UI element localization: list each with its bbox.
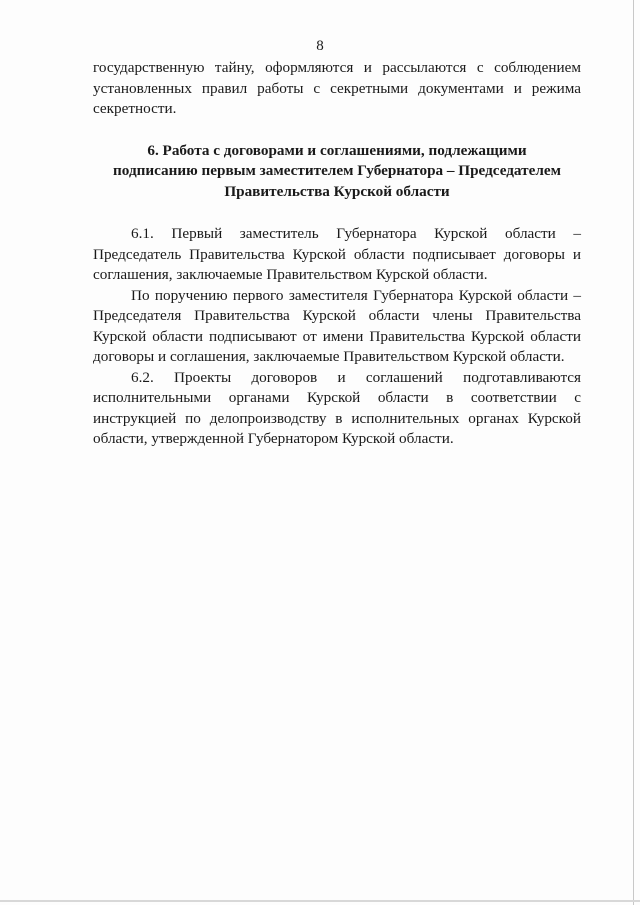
intro-paragraph: государственную тайну, оформляются и рассылаются с соблюдением установленных правил работы с секретными документами и режима секретности. — [93, 59, 581, 117]
section-heading-line-1: 6. Работа с договорами и соглашениями, подлежащими — [147, 141, 527, 159]
paragraph-6-1-cont: По поручению первого заместителя Губернатора Курской области – Председателя Правительства Курской области члены Правительства Курской области подписывают от имени Правительства Курской области договоры и соглашения, заключаемые Правительством Курской области. — [93, 286, 581, 365]
section-heading — [93, 141, 581, 203]
scan-edge-line — [633, 0, 634, 905]
page-number: 8 — [316, 38, 324, 54]
paragraph-6-1: 6.1. Первый заместитель Губернатора Курской области – Председатель Правительства Курской области подписывает договоры и соглашения, заключаемые Правительством Курской области. — [93, 225, 581, 283]
section-heading-line-3: Правительства Курской области — [224, 182, 450, 200]
scan-bottom-edge — [0, 900, 640, 902]
section-heading-line-2: подписанию первым заместителем Губернатора – Председателем — [113, 162, 561, 179]
document-body — [93, 58, 581, 450]
paragraph-6-2: 6.2. Проекты договоров и соглашений подготавливаются исполнительными органами Курской области в соответствии с инструкцией по делопроизводству в исполнительных органах Курской области, утвержденной Губернатором Курской области. — [93, 368, 581, 447]
